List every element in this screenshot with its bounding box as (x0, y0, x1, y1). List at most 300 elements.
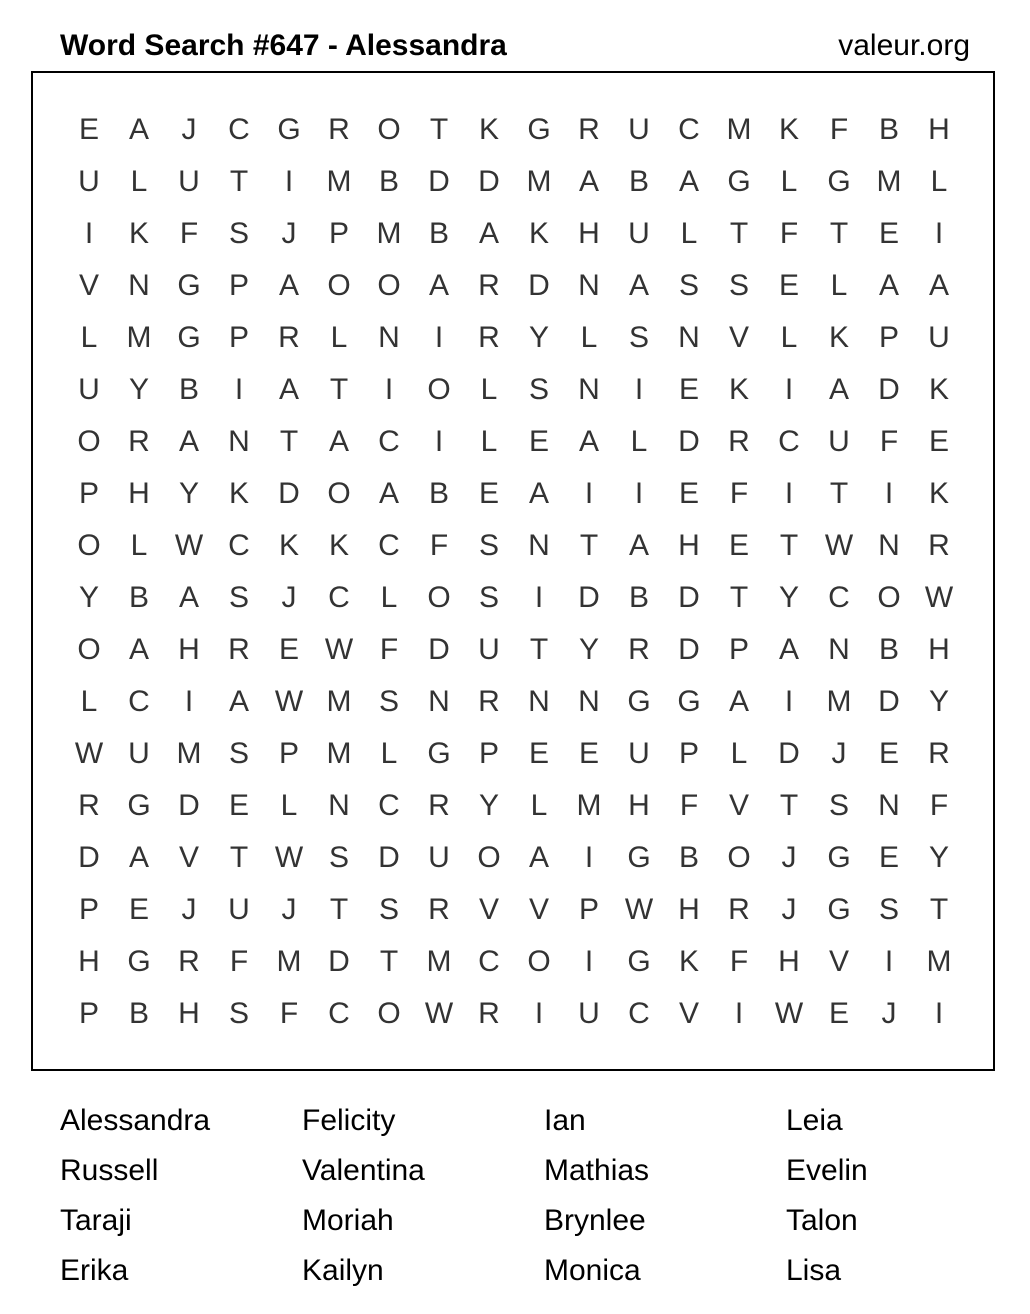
grid-letter[interactable]: D (878, 373, 900, 406)
grid-letter[interactable]: I (934, 997, 944, 1030)
grid-letter[interactable]: O (527, 945, 551, 978)
grid-letter[interactable]: E (478, 477, 499, 510)
grid-letter[interactable]: Y (178, 477, 199, 510)
grid-letter[interactable]: E (528, 737, 549, 770)
grid-letter[interactable]: D (878, 685, 900, 718)
grid-letter[interactable]: L (780, 165, 798, 198)
grid-letter[interactable]: G (177, 269, 201, 302)
grid-letter[interactable]: C (778, 425, 800, 458)
grid-letter[interactable]: L (330, 321, 348, 354)
grid-letter[interactable]: A (178, 425, 199, 458)
grid-letter[interactable]: B (878, 113, 899, 146)
grid-letter[interactable]: N (228, 425, 250, 458)
grid-letter[interactable]: K (128, 217, 149, 250)
grid-letter[interactable]: A (828, 373, 849, 406)
grid-letter[interactable]: K (278, 529, 299, 562)
grid-letter[interactable]: P (228, 269, 249, 302)
grid-letter[interactable]: N (578, 685, 600, 718)
grid-letter[interactable]: M (926, 945, 952, 978)
grid-letter[interactable]: I (884, 945, 894, 978)
grid-letter[interactable]: E (778, 269, 799, 302)
grid-letter[interactable]: D (678, 633, 700, 666)
grid-letter[interactable]: U (178, 165, 200, 198)
grid-letter[interactable]: I (934, 217, 944, 250)
grid-letter[interactable]: D (178, 789, 200, 822)
grid-letter[interactable]: G (827, 165, 851, 198)
grid-letter[interactable]: N (378, 321, 400, 354)
grid-letter[interactable]: L (580, 321, 598, 354)
grid-letter[interactable]: J (181, 893, 197, 926)
grid-letter[interactable]: E (128, 893, 149, 926)
grid-letter[interactable]: C (378, 789, 400, 822)
grid-letter[interactable]: F (829, 113, 849, 146)
grid-letter[interactable]: C (328, 581, 350, 614)
grid-letter[interactable]: A (878, 269, 899, 302)
grid-letter[interactable]: I (784, 685, 794, 718)
grid-letter[interactable]: I (784, 373, 794, 406)
grid-letter[interactable]: H (178, 633, 200, 666)
grid-letter[interactable]: J (281, 893, 297, 926)
grid-letter[interactable]: I (634, 373, 644, 406)
grid-letter[interactable]: A (178, 581, 199, 614)
grid-letter[interactable]: R (728, 893, 750, 926)
grid-letter[interactable]: M (426, 945, 452, 978)
grid-letter[interactable]: R (478, 269, 500, 302)
grid-letter[interactable]: R (78, 789, 100, 822)
grid-letter[interactable]: H (178, 997, 200, 1030)
grid-letter[interactable]: K (478, 113, 499, 146)
grid-letter[interactable]: U (578, 997, 600, 1030)
grid-letter[interactable]: J (281, 581, 297, 614)
grid-letter[interactable]: O (427, 581, 451, 614)
grid-letter[interactable]: G (627, 685, 651, 718)
grid-letter[interactable]: C (228, 113, 250, 146)
grid-letter[interactable]: L (280, 789, 298, 822)
grid-letter[interactable]: R (628, 633, 650, 666)
grid-letter[interactable]: A (628, 529, 649, 562)
grid-letter[interactable]: N (678, 321, 700, 354)
grid-letter[interactable]: C (328, 997, 350, 1030)
grid-letter[interactable]: T (229, 841, 249, 874)
grid-letter[interactable]: L (380, 737, 398, 770)
grid-letter[interactable]: D (428, 633, 450, 666)
grid-letter[interactable]: D (378, 841, 400, 874)
grid-letter[interactable]: K (228, 477, 249, 510)
grid-letter[interactable]: B (128, 581, 149, 614)
grid-letter[interactable]: P (78, 477, 99, 510)
grid-letter[interactable]: U (628, 737, 650, 770)
grid-letter[interactable]: K (928, 477, 949, 510)
grid-letter[interactable]: S (228, 581, 249, 614)
grid-letter[interactable]: E (228, 789, 249, 822)
grid-letter[interactable]: U (128, 737, 150, 770)
grid-letter[interactable]: D (678, 581, 700, 614)
grid-letter[interactable]: H (578, 217, 600, 250)
grid-letter[interactable]: O (427, 373, 451, 406)
grid-letter[interactable]: I (534, 581, 544, 614)
grid-letter[interactable]: U (828, 425, 850, 458)
grid-letter[interactable]: F (229, 945, 249, 978)
grid-letter[interactable]: A (328, 425, 349, 458)
grid-letter[interactable]: T (579, 529, 599, 562)
grid-letter[interactable]: U (628, 217, 650, 250)
grid-letter[interactable]: P (78, 997, 99, 1030)
grid-letter[interactable]: B (428, 477, 449, 510)
grid-letter[interactable]: D (478, 165, 500, 198)
grid-letter[interactable]: Y (478, 789, 499, 822)
grid-letter[interactable]: E (878, 737, 899, 770)
grid-letter[interactable]: W (624, 893, 654, 926)
grid-letter[interactable]: L (630, 425, 648, 458)
grid-letter[interactable]: F (929, 789, 949, 822)
grid-letter[interactable]: F (729, 477, 749, 510)
grid-letter[interactable]: A (528, 477, 549, 510)
grid-letter[interactable]: R (328, 113, 350, 146)
grid-letter[interactable]: T (429, 113, 449, 146)
grid-letter[interactable]: H (928, 633, 950, 666)
grid-letter[interactable]: N (578, 269, 600, 302)
grid-letter[interactable]: A (128, 633, 149, 666)
grid-letter[interactable]: O (377, 269, 401, 302)
grid-letter[interactable]: T (529, 633, 549, 666)
grid-letter[interactable]: P (878, 321, 899, 354)
grid-letter[interactable]: P (728, 633, 749, 666)
grid-letter[interactable]: A (778, 633, 799, 666)
grid-letter[interactable]: C (378, 425, 400, 458)
grid-letter[interactable]: H (78, 945, 100, 978)
grid-letter[interactable]: U (478, 633, 500, 666)
grid-letter[interactable]: N (878, 529, 900, 562)
grid-letter[interactable]: B (128, 997, 149, 1030)
grid-letter[interactable]: P (578, 893, 599, 926)
grid-letter[interactable]: O (77, 425, 101, 458)
grid-letter[interactable]: A (278, 269, 299, 302)
grid-letter[interactable]: D (778, 737, 800, 770)
grid-letter[interactable]: L (380, 581, 398, 614)
grid-letter[interactable]: N (128, 269, 150, 302)
grid-letter[interactable]: D (428, 165, 450, 198)
grid-letter[interactable]: V (178, 841, 199, 874)
grid-letter[interactable]: E (528, 425, 549, 458)
grid-letter[interactable]: P (228, 321, 249, 354)
grid-letter[interactable]: M (726, 113, 752, 146)
grid-letter[interactable]: G (627, 945, 651, 978)
grid-letter[interactable]: T (929, 893, 949, 926)
grid-letter[interactable]: L (930, 165, 948, 198)
grid-letter[interactable]: O (877, 581, 901, 614)
grid-letter[interactable]: P (478, 737, 499, 770)
grid-letter[interactable]: U (78, 373, 100, 406)
grid-letter[interactable]: L (80, 321, 98, 354)
grid-letter[interactable]: R (428, 789, 450, 822)
grid-letter[interactable]: P (678, 737, 699, 770)
grid-letter[interactable]: M (526, 165, 552, 198)
grid-letter[interactable]: O (377, 113, 401, 146)
grid-letter[interactable]: N (428, 685, 450, 718)
grid-letter[interactable]: C (378, 529, 400, 562)
grid-letter[interactable]: R (478, 997, 500, 1030)
grid-letter[interactable]: R (478, 321, 500, 354)
grid-letter[interactable]: M (126, 321, 152, 354)
grid-letter[interactable]: A (128, 113, 149, 146)
grid-letter[interactable]: A (578, 165, 599, 198)
grid-letter[interactable]: T (779, 789, 799, 822)
grid-letter[interactable]: A (528, 841, 549, 874)
grid-letter[interactable]: T (279, 425, 299, 458)
grid-letter[interactable]: F (179, 217, 199, 250)
grid-letter[interactable]: I (184, 685, 194, 718)
grid-letter[interactable]: P (278, 737, 299, 770)
grid-letter[interactable]: T (329, 373, 349, 406)
grid-letter[interactable]: T (779, 529, 799, 562)
grid-letter[interactable]: C (128, 685, 150, 718)
grid-letter[interactable]: D (278, 477, 300, 510)
grid-letter[interactable]: E (78, 113, 99, 146)
grid-letter[interactable]: I (284, 165, 294, 198)
grid-letter[interactable]: W (324, 633, 354, 666)
grid-letter[interactable]: E (878, 841, 899, 874)
grid-letter[interactable]: N (828, 633, 850, 666)
grid-letter[interactable]: U (78, 165, 100, 198)
grid-letter[interactable]: J (281, 217, 297, 250)
grid-letter[interactable]: K (928, 373, 949, 406)
grid-letter[interactable]: O (327, 477, 351, 510)
grid-letter[interactable]: A (278, 373, 299, 406)
grid-letter[interactable]: R (228, 633, 250, 666)
grid-letter[interactable]: S (528, 373, 549, 406)
grid-letter[interactable]: D (78, 841, 100, 874)
grid-letter[interactable]: M (876, 165, 902, 198)
grid-letter[interactable]: L (730, 737, 748, 770)
grid-letter[interactable]: G (677, 685, 701, 718)
grid-letter[interactable]: W (74, 737, 104, 770)
grid-letter[interactable]: L (130, 529, 148, 562)
grid-letter[interactable]: B (178, 373, 199, 406)
grid-letter[interactable]: F (729, 945, 749, 978)
grid-letter[interactable]: A (928, 269, 949, 302)
grid-letter[interactable]: I (534, 997, 544, 1030)
grid-letter[interactable]: N (328, 789, 350, 822)
grid-letter[interactable]: C (228, 529, 250, 562)
grid-letter[interactable]: I (584, 477, 594, 510)
grid-letter[interactable]: G (627, 841, 651, 874)
grid-letter[interactable]: N (528, 529, 550, 562)
grid-letter[interactable]: Y (928, 685, 949, 718)
grid-letter[interactable]: L (80, 685, 98, 718)
grid-letter[interactable]: S (228, 217, 249, 250)
grid-letter[interactable]: V (78, 269, 99, 302)
grid-letter[interactable]: Y (778, 581, 799, 614)
grid-letter[interactable]: U (628, 113, 650, 146)
grid-letter[interactable]: M (176, 737, 202, 770)
grid-letter[interactable]: R (728, 425, 750, 458)
grid-letter[interactable]: G (727, 165, 751, 198)
grid-letter[interactable]: H (628, 789, 650, 822)
grid-letter[interactable]: I (884, 477, 894, 510)
grid-letter[interactable]: S (828, 789, 849, 822)
grid-letter[interactable]: E (678, 373, 699, 406)
grid-letter[interactable]: G (527, 113, 551, 146)
grid-letter[interactable]: E (828, 997, 849, 1030)
grid-letter[interactable]: V (528, 893, 549, 926)
grid-letter[interactable]: E (278, 633, 299, 666)
grid-letter[interactable]: I (634, 477, 644, 510)
grid-letter[interactable]: E (878, 217, 899, 250)
grid-letter[interactable]: A (428, 269, 449, 302)
grid-letter[interactable]: O (377, 997, 401, 1030)
grid-letter[interactable]: A (678, 165, 699, 198)
grid-letter[interactable]: H (928, 113, 950, 146)
grid-letter[interactable]: R (428, 893, 450, 926)
grid-letter[interactable]: W (824, 529, 854, 562)
grid-letter[interactable]: G (427, 737, 451, 770)
grid-letter[interactable]: G (127, 945, 151, 978)
grid-letter[interactable]: M (576, 789, 602, 822)
grid-letter[interactable]: O (727, 841, 751, 874)
grid-letter[interactable]: A (578, 425, 599, 458)
grid-letter[interactable]: V (728, 789, 749, 822)
grid-letter[interactable]: K (678, 945, 699, 978)
grid-letter[interactable]: I (234, 373, 244, 406)
grid-letter[interactable]: I (384, 373, 394, 406)
grid-letter[interactable]: B (678, 841, 699, 874)
grid-letter[interactable]: M (326, 685, 352, 718)
grid-letter[interactable]: T (729, 217, 749, 250)
grid-letter[interactable]: L (780, 321, 798, 354)
grid-letter[interactable]: J (881, 997, 897, 1030)
grid-letter[interactable]: S (478, 529, 499, 562)
grid-letter[interactable]: I (584, 945, 594, 978)
grid-letter[interactable]: K (328, 529, 349, 562)
grid-letter[interactable]: T (379, 945, 399, 978)
grid-letter[interactable]: R (578, 113, 600, 146)
grid-letter[interactable]: O (477, 841, 501, 874)
grid-letter[interactable]: L (530, 789, 548, 822)
grid-letter[interactable]: M (376, 217, 402, 250)
grid-letter[interactable]: I (434, 425, 444, 458)
grid-letter[interactable]: U (428, 841, 450, 874)
grid-letter[interactable]: D (578, 581, 600, 614)
grid-letter[interactable]: I (434, 321, 444, 354)
grid-letter[interactable]: E (928, 425, 949, 458)
grid-letter[interactable]: K (528, 217, 549, 250)
grid-letter[interactable]: S (728, 269, 749, 302)
grid-letter[interactable]: M (326, 737, 352, 770)
grid-letter[interactable]: G (277, 113, 301, 146)
grid-letter[interactable]: N (578, 373, 600, 406)
grid-letter[interactable]: D (678, 425, 700, 458)
grid-letter[interactable]: V (828, 945, 849, 978)
grid-letter[interactable]: W (424, 997, 454, 1030)
grid-letter[interactable]: K (828, 321, 849, 354)
grid-letter[interactable]: H (678, 893, 700, 926)
grid-letter[interactable]: M (826, 685, 852, 718)
grid-letter[interactable]: R (928, 737, 950, 770)
grid-letter[interactable]: A (728, 685, 749, 718)
grid-letter[interactable]: W (174, 529, 204, 562)
grid-letter[interactable]: V (678, 997, 699, 1030)
grid-letter[interactable]: R (178, 945, 200, 978)
grid-letter[interactable]: E (728, 529, 749, 562)
grid-letter[interactable]: F (879, 425, 899, 458)
grid-letter[interactable]: Y (78, 581, 99, 614)
grid-letter[interactable]: C (678, 113, 700, 146)
grid-letter[interactable]: K (778, 113, 799, 146)
grid-letter[interactable]: C (628, 997, 650, 1030)
grid-letter[interactable]: H (778, 945, 800, 978)
grid-letter[interactable]: R (928, 529, 950, 562)
grid-letter[interactable]: J (181, 113, 197, 146)
grid-letter[interactable]: A (478, 217, 499, 250)
grid-letter[interactable]: F (779, 217, 799, 250)
grid-letter[interactable]: T (229, 165, 249, 198)
grid-letter[interactable]: G (177, 321, 201, 354)
grid-letter[interactable]: F (379, 633, 399, 666)
grid-letter[interactable]: E (578, 737, 599, 770)
grid-letter[interactable]: U (928, 321, 950, 354)
grid-letter[interactable]: H (128, 477, 150, 510)
grid-letter[interactable]: C (828, 581, 850, 614)
grid-letter[interactable]: M (326, 165, 352, 198)
grid-letter[interactable]: S (378, 893, 399, 926)
grid-letter[interactable]: V (478, 893, 499, 926)
grid-letter[interactable]: B (378, 165, 399, 198)
grid-letter[interactable]: K (728, 373, 749, 406)
grid-letter[interactable]: A (128, 841, 149, 874)
grid-letter[interactable]: O (77, 529, 101, 562)
grid-letter[interactable]: R (278, 321, 300, 354)
grid-letter[interactable]: S (328, 841, 349, 874)
grid-letter[interactable]: D (328, 945, 350, 978)
grid-letter[interactable]: W (274, 685, 304, 718)
grid-letter[interactable]: B (628, 581, 649, 614)
grid-letter[interactable]: S (228, 997, 249, 1030)
grid-letter[interactable]: B (628, 165, 649, 198)
grid-letter[interactable]: F (429, 529, 449, 562)
grid-letter[interactable]: S (678, 269, 699, 302)
grid-letter[interactable]: L (480, 425, 498, 458)
grid-letter[interactable]: Y (528, 321, 549, 354)
grid-letter[interactable]: B (878, 633, 899, 666)
grid-letter[interactable]: V (728, 321, 749, 354)
grid-letter[interactable]: A (228, 685, 249, 718)
grid-letter[interactable]: F (279, 997, 299, 1030)
grid-letter[interactable]: Y (128, 373, 149, 406)
grid-letter[interactable]: L (130, 165, 148, 198)
grid-letter[interactable]: S (878, 893, 899, 926)
grid-letter[interactable]: T (329, 893, 349, 926)
grid-letter[interactable]: P (328, 217, 349, 250)
grid-letter[interactable]: B (428, 217, 449, 250)
grid-letter[interactable]: C (478, 945, 500, 978)
grid-letter[interactable]: P (78, 893, 99, 926)
grid-letter[interactable]: S (628, 321, 649, 354)
grid-letter[interactable]: T (729, 581, 749, 614)
grid-letter[interactable]: A (378, 477, 399, 510)
grid-letter[interactable]: Y (578, 633, 599, 666)
grid-letter[interactable]: W (274, 841, 304, 874)
grid-letter[interactable]: T (829, 217, 849, 250)
grid-letter[interactable]: T (829, 477, 849, 510)
grid-letter[interactable]: D (528, 269, 550, 302)
grid-letter[interactable]: O (77, 633, 101, 666)
grid-letter[interactable]: F (679, 789, 699, 822)
grid-letter[interactable]: R (128, 425, 150, 458)
grid-letter[interactable]: J (781, 841, 797, 874)
grid-letter[interactable]: G (127, 789, 151, 822)
grid-letter[interactable]: U (228, 893, 250, 926)
grid-letter[interactable]: L (480, 373, 498, 406)
